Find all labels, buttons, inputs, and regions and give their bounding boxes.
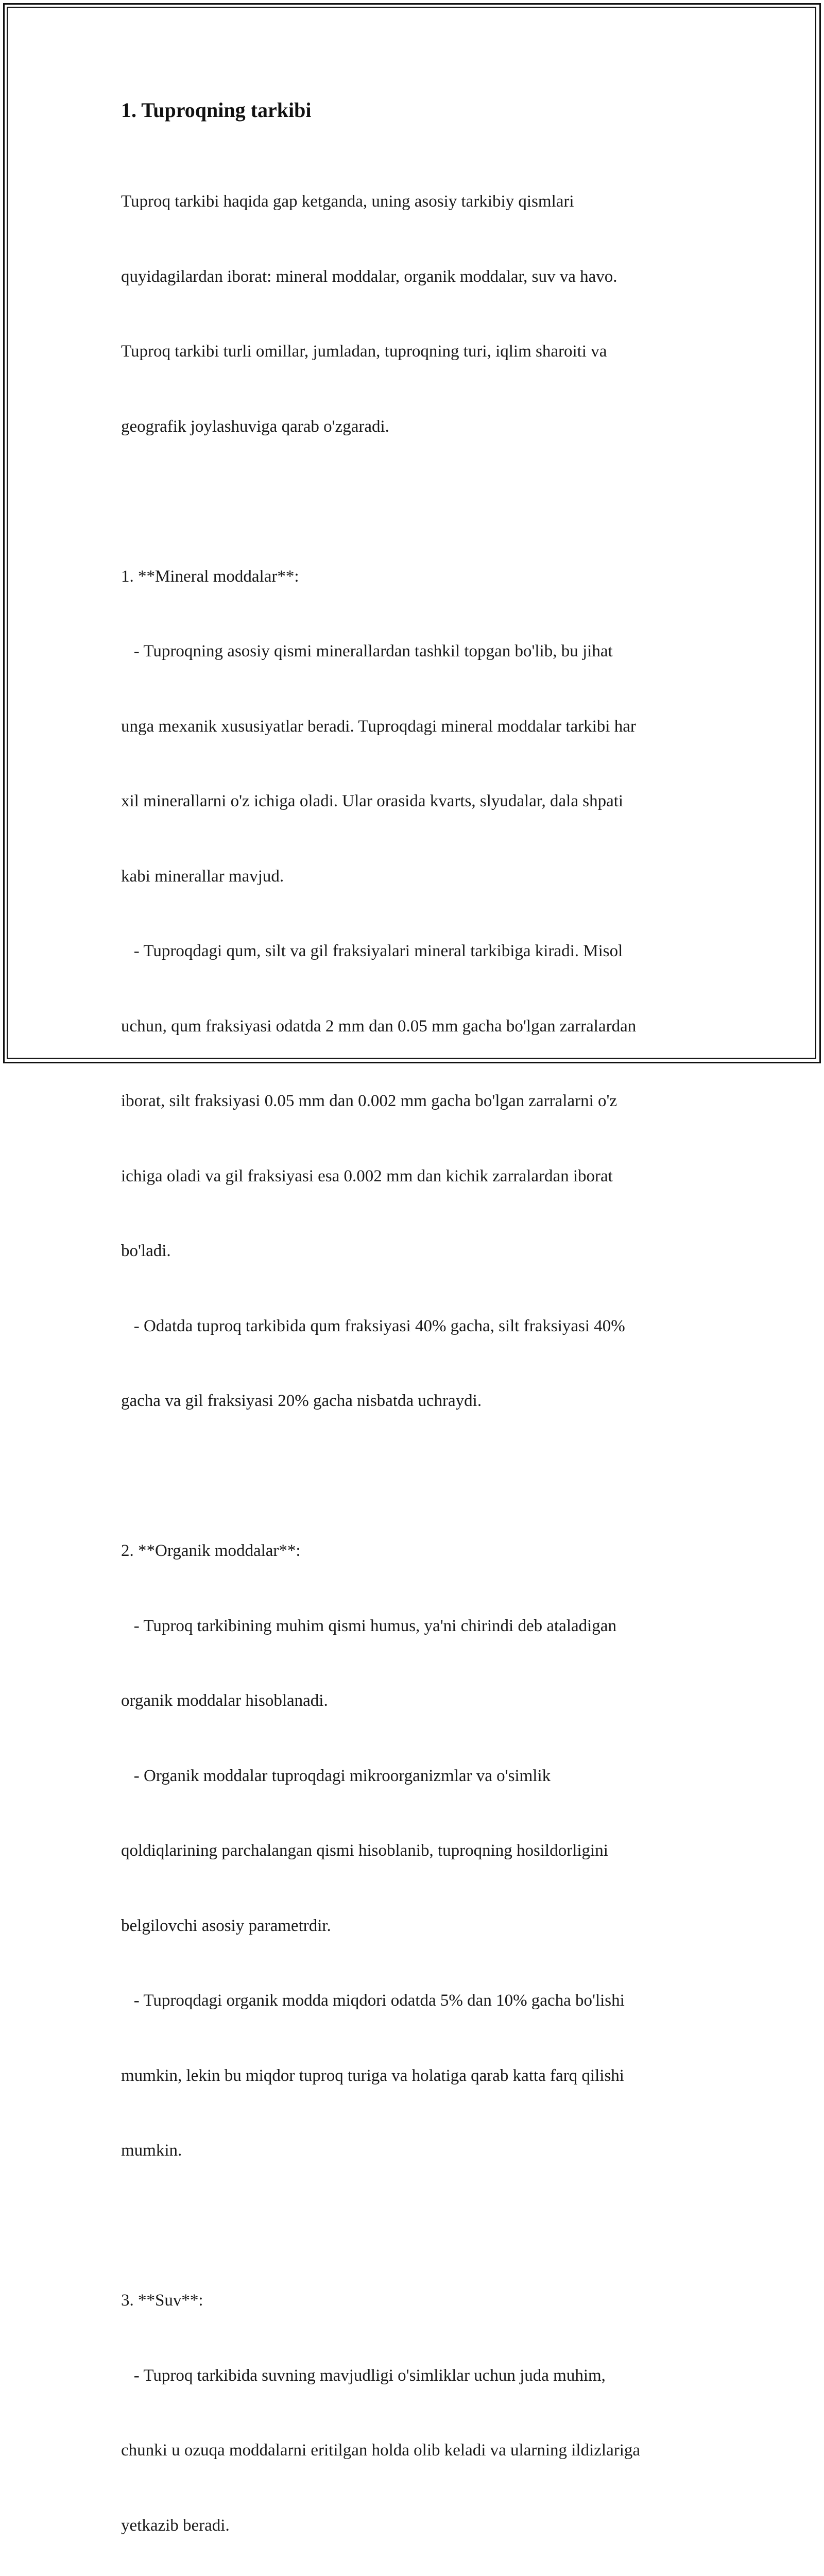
section-water — [121, 2238, 708, 2576]
section-line: qoldiqlarining parchalangan qismi hisoblanib, tuproqning hosildorligini — [121, 1841, 608, 1860]
section-heading: 1. **Mineral moddalar**: — [121, 567, 299, 586]
section-line: - Organik moddalar tuproqdagi mikroorganizmlar va o'simlik — [121, 1766, 551, 1785]
section-line: - Odatda tuproq tarkibida qum fraksiyasi 40% gacha, silt fraksiyasi 40% — [121, 1316, 625, 1335]
document-title: 1. Tuproqning tarkibi — [121, 98, 312, 122]
section-line: - Tuproqdagi qum, silt va gil fraksiyalari mineral tarkibiga kiradi. Misol — [121, 942, 623, 960]
section-line: mumkin, lekin bu miqdor tuproq turiga va holatiga qarab katta farq qilishi — [121, 2066, 624, 2085]
section-heading: 3. **Suv**: — [121, 2291, 203, 2310]
section-line: belgilovchi asosiy parametrdir. — [121, 1916, 331, 1935]
paragraph-gap — [121, 2213, 708, 2239]
intro-line: Tuproq tarkibi haqida gap ketganda, uning asosiy tarkibiy qismlari — [121, 192, 574, 211]
intro-line: Tuproq tarkibi turli omillar, jumladan, tuproqning turi, iqlim sharoiti va — [121, 342, 607, 361]
intro-paragraph — [121, 139, 708, 489]
paragraph-gap — [121, 1464, 708, 1489]
section-line: yetkazib beradi. — [121, 2516, 230, 2535]
section-line: mumkin. — [121, 2141, 182, 2160]
section-mineral — [121, 514, 708, 1464]
section-line: - Tuproq tarkibining muhim qismi humus, ya'ni chirindi deb ataladigan — [121, 1616, 616, 1635]
paragraph-gap — [121, 489, 708, 514]
section-line: - Tuproqning asosiy qismi minerallardan tashkil topgan bo'lib, bu jihat — [121, 642, 613, 660]
section-line: uchun, qum fraksiyasi odatda 2 mm dan 0.05 mm gacha bo'lgan zarralardan — [121, 1016, 637, 1036]
intro-line: geografik joylashuviga qarab o'zgaradi. — [121, 417, 389, 436]
section-line: xil minerallarni o'z ichiga oladi. Ular orasida kvarts, slyudalar, dala shpati — [121, 792, 624, 810]
section-line: - Tuproqdagi organik modda miqdori odatda 5% dan 10% gacha bo'lishi — [121, 1991, 625, 2010]
section-line: gacha va gil fraksiyasi 20% gacha nisbatda uchraydi. — [121, 1392, 482, 1410]
section-line: bo'ladi. — [121, 1242, 171, 1260]
intro-line: quyidagilardan iborat: mineral moddalar, organik moddalar, suv va havo. — [121, 267, 617, 286]
section-heading: 2. **Organik moddalar**: — [121, 1541, 301, 1560]
section-organic — [121, 1488, 708, 2213]
section-line: - Tuproq tarkibida suvning mavjudligi o'simliklar uchun juda muhim, — [121, 2366, 606, 2385]
document-body — [121, 97, 708, 2576]
section-line: organik moddalar hisoblanadi. — [121, 1691, 328, 1710]
section-line: chunki u ozuqa moddalarni eritilgan holda olib keladi va ularning ildizlariga — [121, 2441, 641, 2460]
section-line: kabi minerallar mavjud. — [121, 867, 284, 886]
section-line: iborat, silt fraksiyasi 0.05 mm dan 0.002 mm gacha bo'lgan zarralarni o'z — [121, 1092, 617, 1110]
section-line: ichiga oladi va gil fraksiyasi esa 0.002 mm dan kichik zarralardan iborat — [121, 1166, 613, 1185]
section-line: unga mexanik xususiyatlar beradi. Tuproqdagi mineral moddalar tarkibi har — [121, 717, 636, 736]
